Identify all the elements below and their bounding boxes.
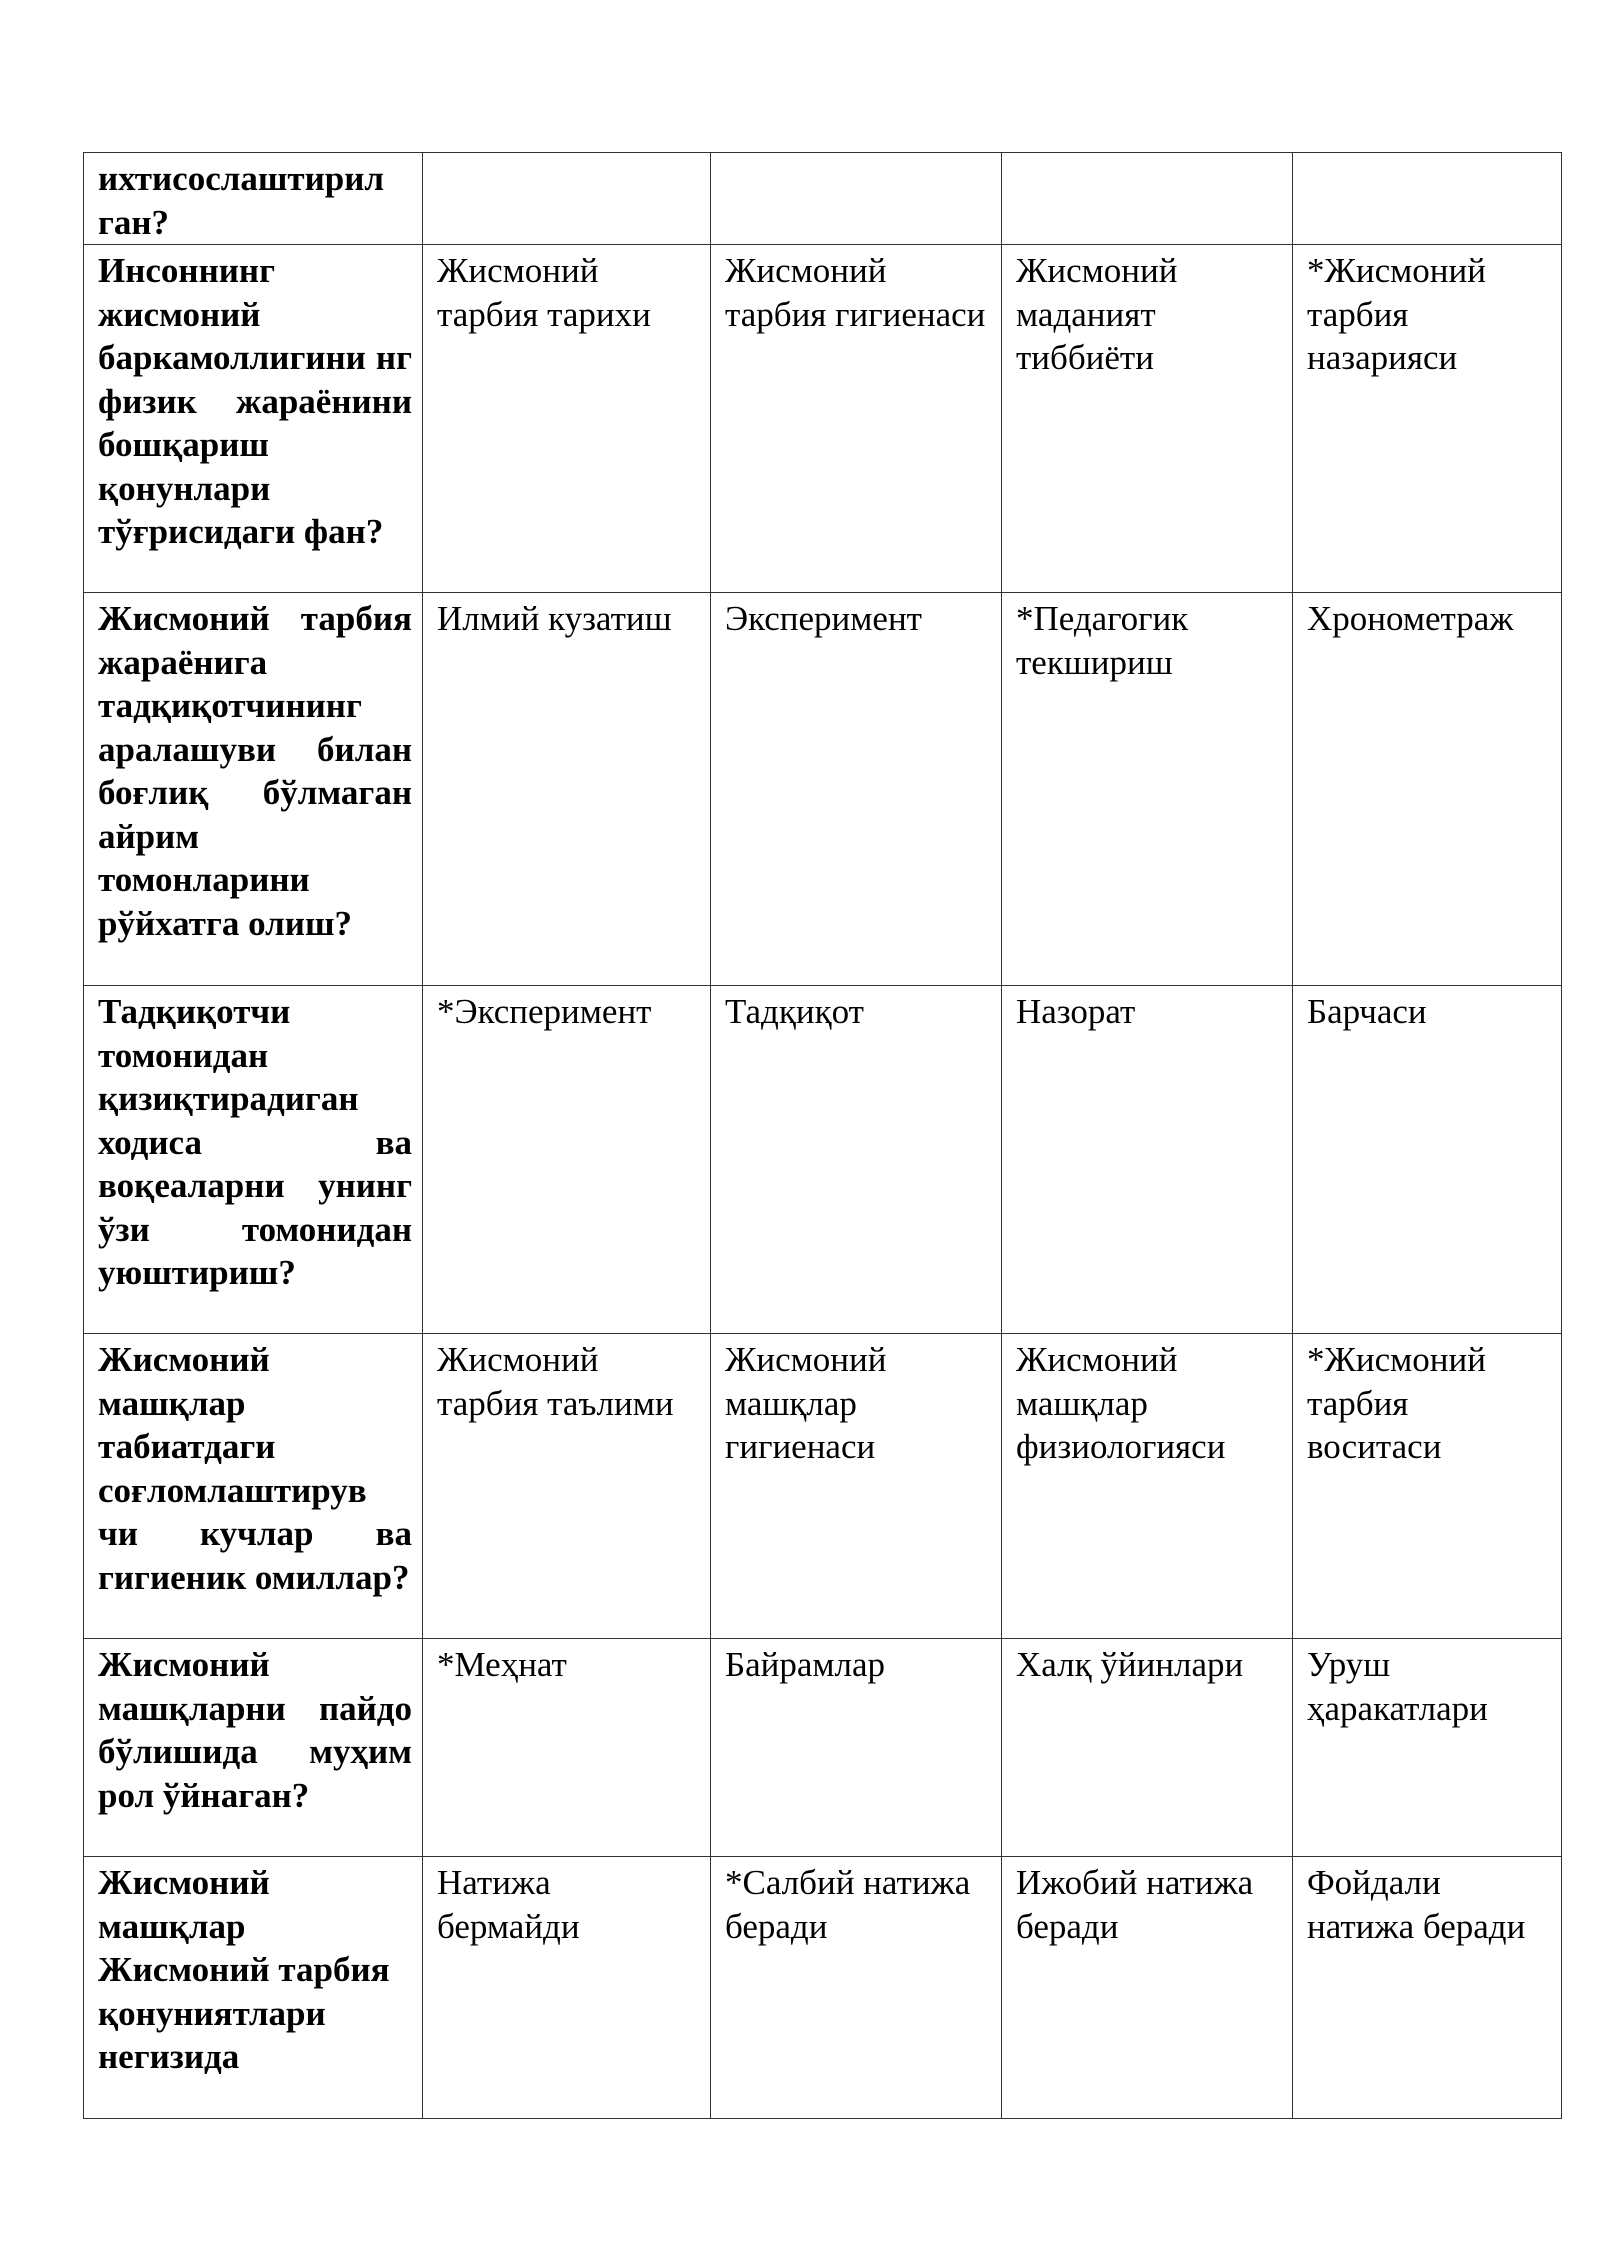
option-text: Фойдали натижа беради (1307, 1863, 1526, 1946)
option-cell-d (1293, 153, 1562, 245)
option-cell-a (423, 1334, 711, 1639)
question-text: Жисмоний машқларни пайдо бўлишида муҳим рол ўйнаган? (98, 1645, 412, 1815)
option-text: Натижа бермайди (437, 1863, 580, 1946)
option-cell-d (1293, 1334, 1562, 1639)
option-text: Жисмоний тарбия таълими (437, 1340, 674, 1423)
question-text: Жисмоний машқлар табиатдаги соғломлаштирув чи кучлар ва гигиеник омиллар? (98, 1340, 412, 1597)
question-cell (84, 1334, 423, 1639)
option-text: *Жисмоний тарбия назарияси (1307, 251, 1486, 377)
option-cell-b (711, 1639, 1002, 1857)
option-cell-a (423, 1639, 711, 1857)
option-cell-a (423, 1857, 711, 2119)
option-text: Тадқиқот (725, 992, 864, 1031)
question-text: Жисмоний тарбия жараёнига тадқиқотчининг аралашуви билан боғлиқ бўлмаган айрим томонларини рўйхатга олиш? (98, 599, 412, 943)
option-cell-a (423, 245, 711, 593)
option-cell-d (1293, 245, 1562, 593)
option-text: Жисмоний тарбия тарихи (437, 251, 651, 334)
option-cell-a (423, 986, 711, 1334)
option-text: Жисмоний машқлар физиологияси (1016, 1340, 1226, 1466)
option-cell-c (1002, 245, 1293, 593)
option-cell-b (711, 245, 1002, 593)
table-row (84, 593, 1562, 986)
table-row (84, 1334, 1562, 1639)
option-text: Хронометраж (1307, 599, 1514, 638)
option-cell-c (1002, 1334, 1293, 1639)
question-text: ихтисослаштирил ган? (98, 159, 385, 242)
option-text: *Меҳнат (437, 1645, 567, 1684)
option-cell-b (711, 593, 1002, 986)
question-text: Тадқиқотчи томонидан қизиқтирадиган ходиса ва воқеаларни унинг ўзи томонидан уюштириш? (98, 992, 412, 1292)
option-text: *Педагогик текшириш (1016, 599, 1189, 682)
question-text: Инсоннинг жисмоний баркамоллигини нг физик жараёнини бошқариш қонунлари тўғрисидаги фан? (98, 251, 412, 551)
table-row (84, 1857, 1562, 2119)
table-row (84, 245, 1562, 593)
question-cell (84, 153, 423, 245)
option-text: Жисмоний тарбия гигиенаси (725, 251, 986, 334)
option-text: Барчаси (1307, 992, 1427, 1031)
question-cell (84, 1639, 423, 1857)
option-cell-c (1002, 593, 1293, 986)
option-text: Жисмоний машқлар гигиенаси (725, 1340, 887, 1466)
option-cell-a (423, 593, 711, 986)
option-text: Байрамлар (725, 1645, 886, 1684)
option-cell-d (1293, 1857, 1562, 2119)
question-cell (84, 593, 423, 986)
quiz-table (83, 152, 1562, 2119)
question-cell (84, 245, 423, 593)
option-cell-b (711, 1334, 1002, 1639)
option-cell-d (1293, 1639, 1562, 1857)
option-cell-d (1293, 986, 1562, 1334)
table-row (84, 153, 1562, 245)
option-cell-c (1002, 986, 1293, 1334)
option-text: Эксперимент (725, 599, 922, 638)
option-cell-b (711, 1857, 1002, 2119)
option-text: Халқ ўйинлари (1016, 1645, 1244, 1684)
option-text: *Салбий натижа беради (725, 1863, 971, 1946)
option-cell-c (1002, 1857, 1293, 2119)
option-text: Ижобий натижа беради (1016, 1863, 1254, 1946)
option-text: *Эксперимент (437, 992, 652, 1031)
option-text: Илмий кузатиш (437, 599, 672, 638)
question-cell (84, 1857, 423, 2119)
option-cell-c (1002, 153, 1293, 245)
question-cell (84, 986, 423, 1334)
option-text: Жисмоний маданият тиббиёти (1016, 251, 1178, 377)
option-text: Уруш ҳаракатлари (1307, 1645, 1488, 1728)
option-cell-b (711, 153, 1002, 245)
option-cell-a (423, 153, 711, 245)
option-text: Назорат (1016, 992, 1136, 1031)
option-cell-b (711, 986, 1002, 1334)
question-text: Жисмоний машқлар Жисмоний тарбия қонуниятлари негизида (98, 1863, 390, 2076)
table-row (84, 986, 1562, 1334)
table-row (84, 1639, 1562, 1857)
option-cell-c (1002, 1639, 1293, 1857)
option-cell-d (1293, 593, 1562, 986)
option-text: *Жисмоний тарбия воситаси (1307, 1340, 1486, 1466)
